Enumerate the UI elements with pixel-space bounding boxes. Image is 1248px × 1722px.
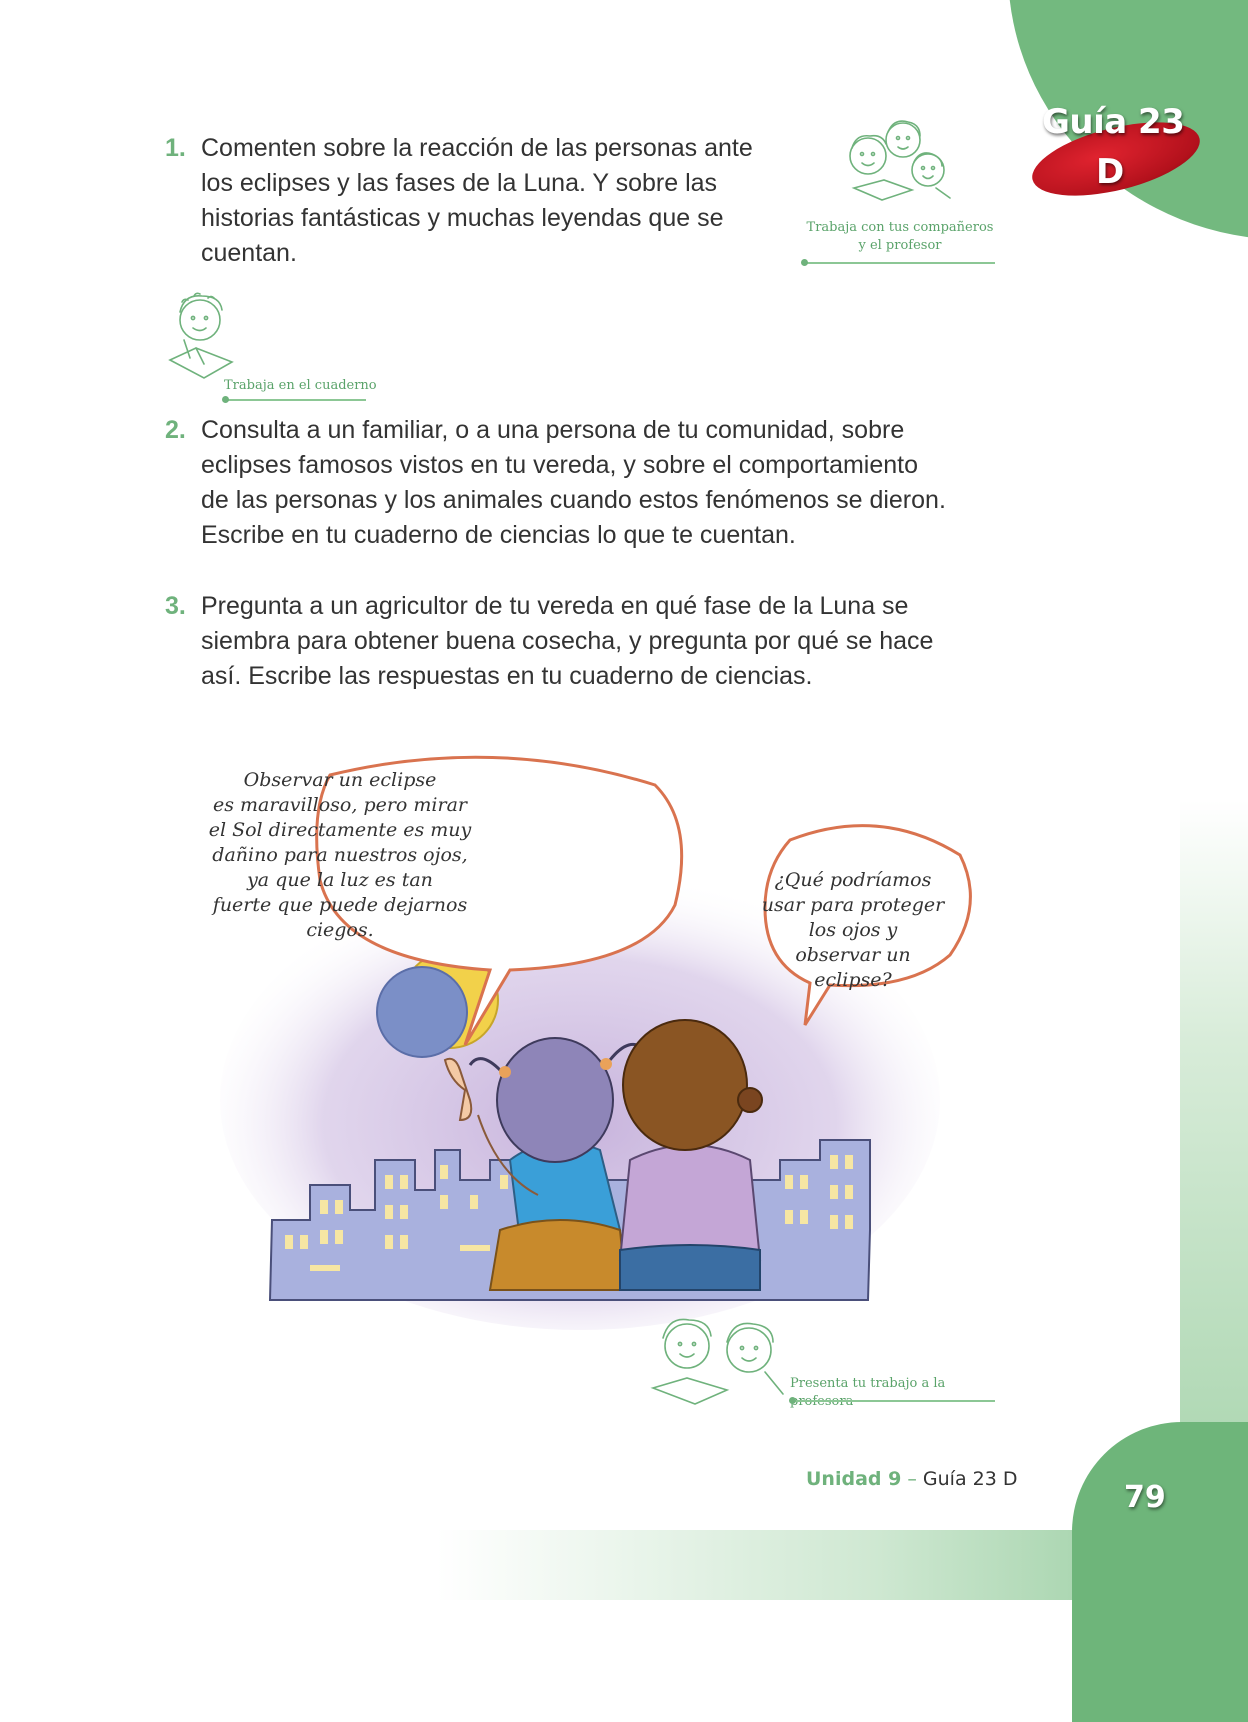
page-footer: [806, 1468, 1018, 1490]
divider-dot: [789, 1397, 796, 1404]
speech-bubble-left: Observar un eclipse es maravilloso, pero mirar el Sol directamente es muy dañino para nuestros ojos, ya que la luz es tan fuerte que puede dejarnos ciegos.: [208, 769, 472, 941]
present-work-icon: [645, 1310, 795, 1406]
divider-dot: [222, 396, 229, 403]
divider: [226, 399, 366, 401]
question-number: 3.: [165, 592, 186, 620]
question-3: [165, 589, 1001, 694]
question-line: de las personas y los animales cuando estos fenómenos se dieron.: [201, 486, 946, 514]
question-number: 2.: [165, 416, 186, 444]
divider: [793, 1400, 995, 1402]
speech-bubble-right: ¿Qué podríamos usar para proteger los ojos y observar un eclipse?: [761, 869, 945, 991]
guide-badge: [1030, 100, 1230, 200]
guide-badge-title: Guía 23: [1042, 102, 1185, 142]
unit-label: Unidad 9: [806, 1468, 902, 1490]
guide-label: Guía 23 D: [922, 1468, 1018, 1490]
group-work-label: Trabaja con tus compañeros y el profesor: [806, 220, 994, 253]
question-number: 1.: [165, 134, 186, 162]
question-line: Pregunta a un agricultor de tu vereda en qué fase de la Luna se: [201, 592, 909, 620]
question-line: Consulta a un familiar, o a una persona de tu comunidad, sobre: [201, 416, 905, 444]
guide-badge-letter: D: [1096, 152, 1125, 192]
question-line: los eclipses y las fases de la Luna. Y sobre las: [201, 169, 718, 197]
question-1: [165, 131, 781, 271]
present-work-label: Presenta tu trabajo a la: [790, 1376, 946, 1391]
question-line: eclipses famosos vistos en tu vereda, y sobre el comportamiento: [201, 451, 919, 479]
question-line: así. Escribe las respuestas en tu cuaderno de ciencias.: [201, 662, 813, 690]
notebook-work-icon: [166, 290, 246, 384]
question-line: cuentan.: [201, 239, 297, 267]
question-2: [165, 413, 1001, 553]
question-line: historias fantásticas y muchas leyendas que se: [201, 204, 724, 232]
footer-separator: –: [907, 1468, 917, 1490]
divider-dot: [801, 259, 808, 266]
notebook-work-label: Trabaja en el cuaderno: [224, 378, 377, 393]
corner-decoration-bottom: [1072, 1422, 1248, 1722]
question-line: Comenten sobre la reacción de las personas ante: [201, 134, 753, 162]
question-line: Escribe en tu cuaderno de ciencias lo que te cuentan.: [201, 521, 796, 549]
group-work-icon: [840, 118, 970, 206]
bottom-gradient-band: [0, 1530, 1248, 1600]
divider: [805, 262, 995, 264]
question-line: siembra para obtener buena cosecha, y pregunta por qué se hace: [201, 627, 934, 655]
page-number: 79: [1124, 1480, 1166, 1515]
